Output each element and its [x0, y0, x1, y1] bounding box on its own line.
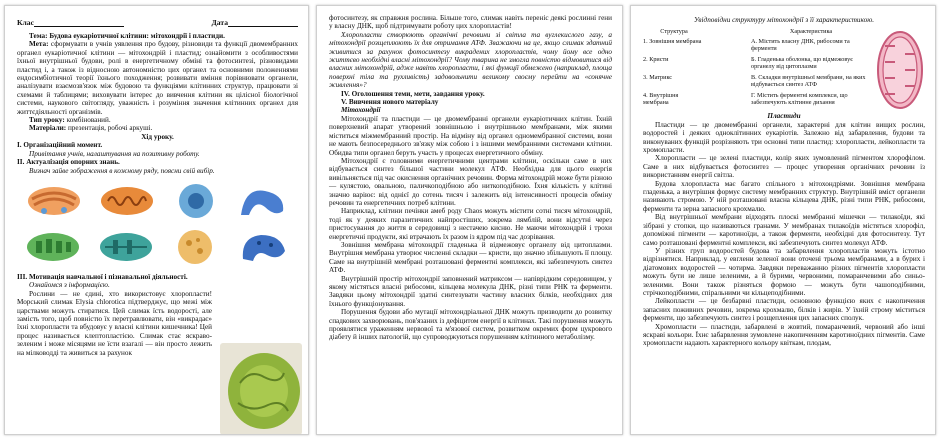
page-3 [630, 5, 936, 435]
lesson-heading: Хід уроку. [141, 132, 174, 141]
plastid-text-7: Хромопласти — пластиди, забарвлені в жовтий, помаранчевий, червоний або інші яскраві кольори. Їхнє забарвлення зумовлене накопиченням каротиноїдних пігментів. Саме хромопласти надають характерного кольору квіткам, плодам, [643, 322, 925, 348]
mitochondrion-diagram [871, 28, 929, 112]
mito-text-1: Мітохондрії та пластиди — це двомембранні органели еукаріотичних клітин. Їхній поверхневий апарат утворений зовнішньою і внутрішньою мембранами, між якими міститься міжмембранний простір. На відміну від органел одномембранної системи, вони не мають безпосереднього зв'язку між собою і з іншими мембранними системами клітини. Обидва типи органел беруть участь у процесах енергетичного обміну. [329, 114, 612, 157]
section-3-text: Рослини — не єдині, хто використовує хлоропласти! Морський слимак Elysia chlorotica підтверджує, що межі між царствами можуть стиратися. Цей слимак їсть водорості, але замість того, щоб повністю їх перетравлювати, він «викрадає» їхні хлоропласти та вбудовує у власні клітини кишечника! Цей процес називається клептопластією. Слимак стає яскраво-зеленим і може місяцями не їсти взагалі — він просто лежить на мілководді та живиться за рахунок [17, 289, 212, 357]
chloroplast-image-2 [97, 227, 155, 267]
plastid-text-4: Від внутрішньої мембрани відходять плоскі мембранні мішечки — тилакоїди, які зібрані у стопки, що називаються гранами. У мембранах тилакоїдів містяться хлорофіл, допоміжні пігменти — каротиноїди, а також ферменти, необхідні для фотосинтезу. Тут само розташовані ферментні комплекси, які забезпечують синтез молекул АТФ. [643, 213, 925, 247]
plastid-text-1: Пластиди — це двомембранні органели, характерні для клітин вищих рослин, водоростей і деяких одноклітинних еукаріотів. Залежно від забарвлення, будови та виконуваних функцій розрізняють три основні типи пластид: хлоропласти, лейкопласти та хромопласти. [643, 120, 925, 155]
materials: Матеріали: презентація, робочі аркуші. [29, 124, 153, 133]
plastid-text-2: Хлоропласти — це зелені пластиди, колір яких зумовлений пігментом хлорофілом. Саме в них відбувається фотосинтез — процес утворення органічних речовин із використанням енергії світла. [643, 154, 925, 180]
matching-task: Увідповідни структуру мітохондрії з її характеристикою. [693, 16, 875, 24]
nucleus-image [171, 181, 221, 221]
mito-text-3: Наприклад, клітини печінки амеб роду Chaos можуть містити сотні тисяч мітохондрій, тоді як у деяких паразитичних найпростіших, зокрема лямблій, вони відсутні через пристосування до життя в середовищі з нестачею кисню. Не маючи мітохондрій і трохи енергетичні продукти, які втрачають їх разом із ядром під час дозрівання. [329, 207, 612, 241]
page2-continuation: фотосинтезу, як справжня рослина. Більше того, слимак навіть переніс деякі рослинні гени у власну ДНК, щоб підтримувати роботу цих хлоропластів! [329, 14, 612, 31]
section-5-title: V. Вивчення нового матеріалу [341, 98, 439, 107]
structure-column [643, 28, 705, 110]
plastid-text-6: Лейкопласти — це безбарвні пластиди, основною функцією яких є накопичення запасних поживних речовин, зокрема крохмалю, білків і жирів. У їхній строму міститься ферменти, що забезпечують синтез і розщеплення цих запасних сполук. [643, 297, 925, 323]
image-row-1 [17, 181, 298, 221]
section-2-title: ІІ. Актуалізація опорних знань. [17, 158, 120, 167]
section-1-title: І. Організаційний момент. [17, 141, 103, 150]
chloroplast-image [24, 227, 82, 267]
characteristic-item: В. Складки внутрішньої мембрани, на яких відбувається синтез АТФ [751, 74, 866, 89]
section-2-text: Визнач зайве зображення в кожному ряду, поясни свій вибір. [29, 166, 215, 175]
question-paragraph: Хлоропласти створюють органічні речовини зі світла та вуглекислого газу, а мітохондрії розщеплюють їх для отримання АТФ. Зважаючи на це, якщо слимак здатний живитися за рахунок фотосинтезу викрадених хлоропластів, чому йому все одно життєво необхідні власні мітохондрії? Чому тварина не змогла повністю відмовитися від власних мітохондрій, адже навіть хлоропласти, і які функції обмежено (наприклад, площа поверхні тіла та рухливість) задовольнити великому своєму перейти на «сонячне живлення»? [329, 30, 612, 90]
structure-header: Структура [660, 28, 688, 36]
goal-paragraph: Мета: сформувати в учнів уявлення про будову, різновиди та функції двомембранних органел еукаріотичної клітини — мітохондрій і пластид; ознайомити з особливостями їхньої внутрішньої будови, ролі в енергетичному обміні та фотосинтезі, різновидами пластид і, а також із відносною автономністю цих органел та основними положеннями ендосимбіотичної теорії їхнього походження; розвивати вміння порівнювати органели, аналізувати взаємозв'язок між будовою та функціями клітинних структур, працювати зі схемами й таблицями; виховувати інтерес до вивчення клітини як цілісної біологічної системи, наукового світогляду, уважність і розуміння значення клітинних органел для життєдіяльності організмів. [17, 40, 298, 116]
structure-item: 1. Зовнішня мембрана [643, 38, 702, 46]
plastid-text-3: Будова хлоропласта має багато спільного з мітохондріями. Зовнішня мембрана гладенька, а внутрішня формує систему мембранних структур. Внутрішній вміст органели називають стромою. У ній розташовані власна кільцева ДНК, різні типи РНК, рибосоми, ферменти та зерна запасного крохмалю. [643, 179, 925, 213]
section-1-text: Привітання учнів, налаштування на позитивну роботу. [29, 149, 200, 158]
mito-text-5: Внутрішній простір мітохондрії заповнений матриксом — напіврідким середовищем, у якому містяться власні рибосоми, кільцева молекула ДНК, різні типи РНК та ферменти. Завдяки цьому мітохондрії здатні синтезувати частину власних білків, необхідних для їхнього функціонування. [329, 274, 612, 308]
page-2 [316, 5, 623, 435]
sea-slug-photo [220, 343, 302, 435]
page-1 [4, 5, 309, 435]
section-4-title: IV. Оголошення теми, мети, завдання уроку. [341, 89, 485, 98]
structure-item: 2. Кристи [643, 56, 669, 64]
characteristic-item: Г. Містить ферментні комплекси, що забезпечують клітинне дихання [751, 92, 848, 107]
mito-text-4: Зовнішня мембрана мітохондрії гладенька й відмежовує органелу від цитоплазми. Внутрішня мембрана утворює численні складки — кристи, що значно збільшують її площу. Саме на внутрішній мембрані розташовані ферментні комплекси, які забезпечують синтез АТФ. [329, 240, 612, 275]
structure-item: 3. Матрикс [643, 74, 673, 82]
plastids-heading: Пластиди [767, 112, 801, 121]
characteristic-header: Характеристика [789, 28, 833, 36]
er-image-2 [235, 227, 291, 267]
characteristic-item: А. Містить власну ДНК, рибосоми та ферменти [751, 38, 850, 53]
mito-text-2: Мітохондрії є головними енергетичними центрами клітини, оскільки саме в них відбувається синтез більшої частини молекул АТФ. Необхідна для цього енергія вивільняється під час окиснення органічних речовин. Форма мітохондрій може бути різною — кулястою, овальною, паличкоподібною або ниткоподібною. Їхня кількість у клітині значно варіює: від однієї до сотень тисяч і залежить від інтенсивності процесів обміну речовин та енергетичних потреб клітини. [329, 156, 612, 207]
lesson-type: Тип уроку: комбінований. [29, 116, 111, 125]
er-image-1 [235, 181, 291, 221]
lysosome-image [170, 227, 220, 267]
section-3-subtitle: Ознайомся з інформацією. [29, 281, 110, 290]
class-label: Клас [17, 18, 34, 27]
date-label: Дата [211, 18, 228, 27]
characteristic-column [705, 28, 871, 110]
section-3-title: ІІІ. Мотивація навчальної і пізнавальної діяльності. [17, 272, 188, 281]
class-blank [34, 19, 124, 27]
mito-text-6: Порушення будови або мутації мітохондріальної ДНК можуть призводити до розвитку спадкових захворювань, пов'язаних із дефіцитом енергії в клітинах. Такі порушення можуть проявлятися ураженням нервової та м'язової систем, розвитком окремих форм цукрового діабету й інших патологій, що супроводжуються порушенням клітинного метаболізму. [329, 308, 612, 342]
structure-item: 4. Внутрішня мембрана [643, 92, 679, 107]
image-row-2 [17, 227, 298, 267]
mitochondria-heading: Мітохондрії [341, 106, 381, 115]
plastid-text-5: У різних груп водоростей будова та забарвлення хлоропластів можуть істотно відрізнятися. Наприклад, у евглени зеленої вони оточені трьома мембранами, а в бурих і діатомових водоростей — чотирма. Завдяки переважанню різних пігментів хлоропласти можуть бути не лише зеленими, а й бурими, червоними, помаранчевими або синьо-зеленими. Вони також різняться формою — можуть бути чашоподібними, стрічкоподібними, спіральними чи кільцеподібними. [643, 246, 925, 297]
date-blank [228, 19, 298, 27]
header-row [17, 18, 298, 27]
mitochondrion-image-1 [98, 181, 156, 221]
topic-line: Тема: Будова еукаріотичної клітини: мітохондрії і пластиди. [29, 32, 225, 40]
golgi-image [24, 181, 84, 221]
characteristic-item: Б. Гладенька оболонка, що відмежовує органелу від цитоплазми [751, 56, 853, 71]
